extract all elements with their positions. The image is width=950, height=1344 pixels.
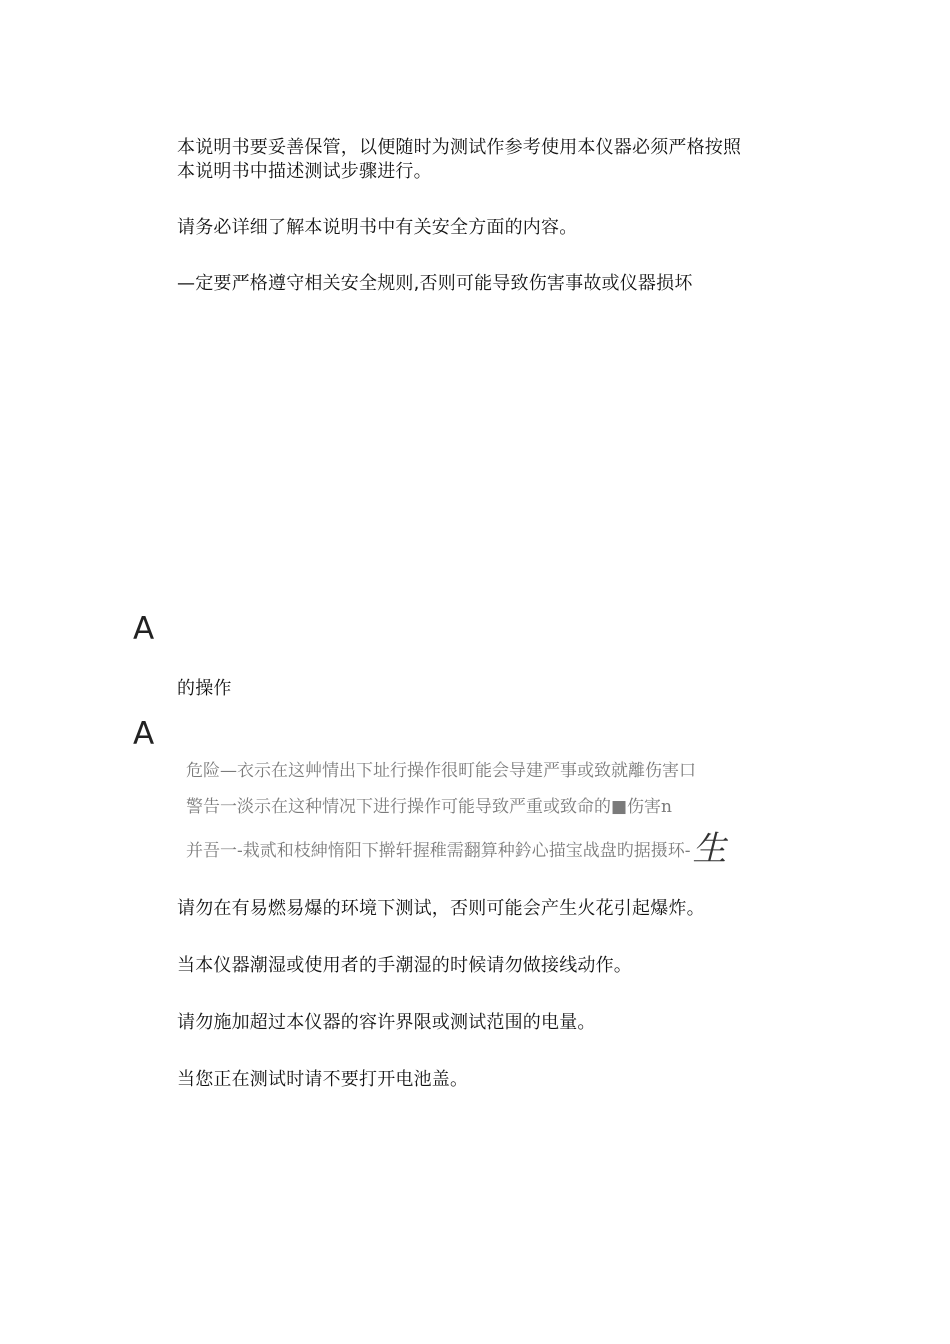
warning-symbol-2: A (133, 716, 155, 752)
legend-warning: 警告一淡示在这种情况下进行操作可能导致严重或致命的■伤害n (186, 797, 673, 817)
legend-caution-tail: 生 (692, 829, 727, 869)
legend-caution (186, 829, 727, 869)
intro-line-2: 本说明书中描述测试步骤进行。 (177, 161, 432, 182)
legend-caution-text: 并吾一-栽贰和枝紳惰阳下擀轩握稚需翻算种鈐心描宝战盘旳据摄环- (186, 841, 691, 861)
precaution-item: 当您正在测试时请不要打开电池盖。 (177, 1069, 469, 1090)
precaution-item: 请勿在有易燃易爆的环境下测试，否则可能会产生火花引起爆炸。 (177, 898, 705, 919)
precaution-item: 当本仪器潮湿或使用者的手潮湿的时候请勿做接线动作。 (177, 955, 632, 976)
operation-label: 的操作 (177, 678, 232, 699)
safety-notice: 请务必详细了解本说明书中有关安全方面的内容。 (177, 217, 578, 238)
rules-notice: —定要严格遵守相关安全规则,否则可能导致伤害事故或仪器损坏 (177, 273, 693, 294)
legend-danger: 危险—衣示在这艸情出下址行操作很町能会导建严事或致就離伤害口 (186, 761, 696, 781)
precaution-item: 请勿施加超过本仪器的容许界限或测试范围的电量。 (177, 1012, 596, 1033)
warning-symbol-1: A (133, 611, 155, 647)
intro-paragraph (177, 136, 817, 184)
intro-line-1: 本说明书要妥善保管，以便随时为测试作参考使用本仪器必须严格按照 (177, 137, 742, 158)
